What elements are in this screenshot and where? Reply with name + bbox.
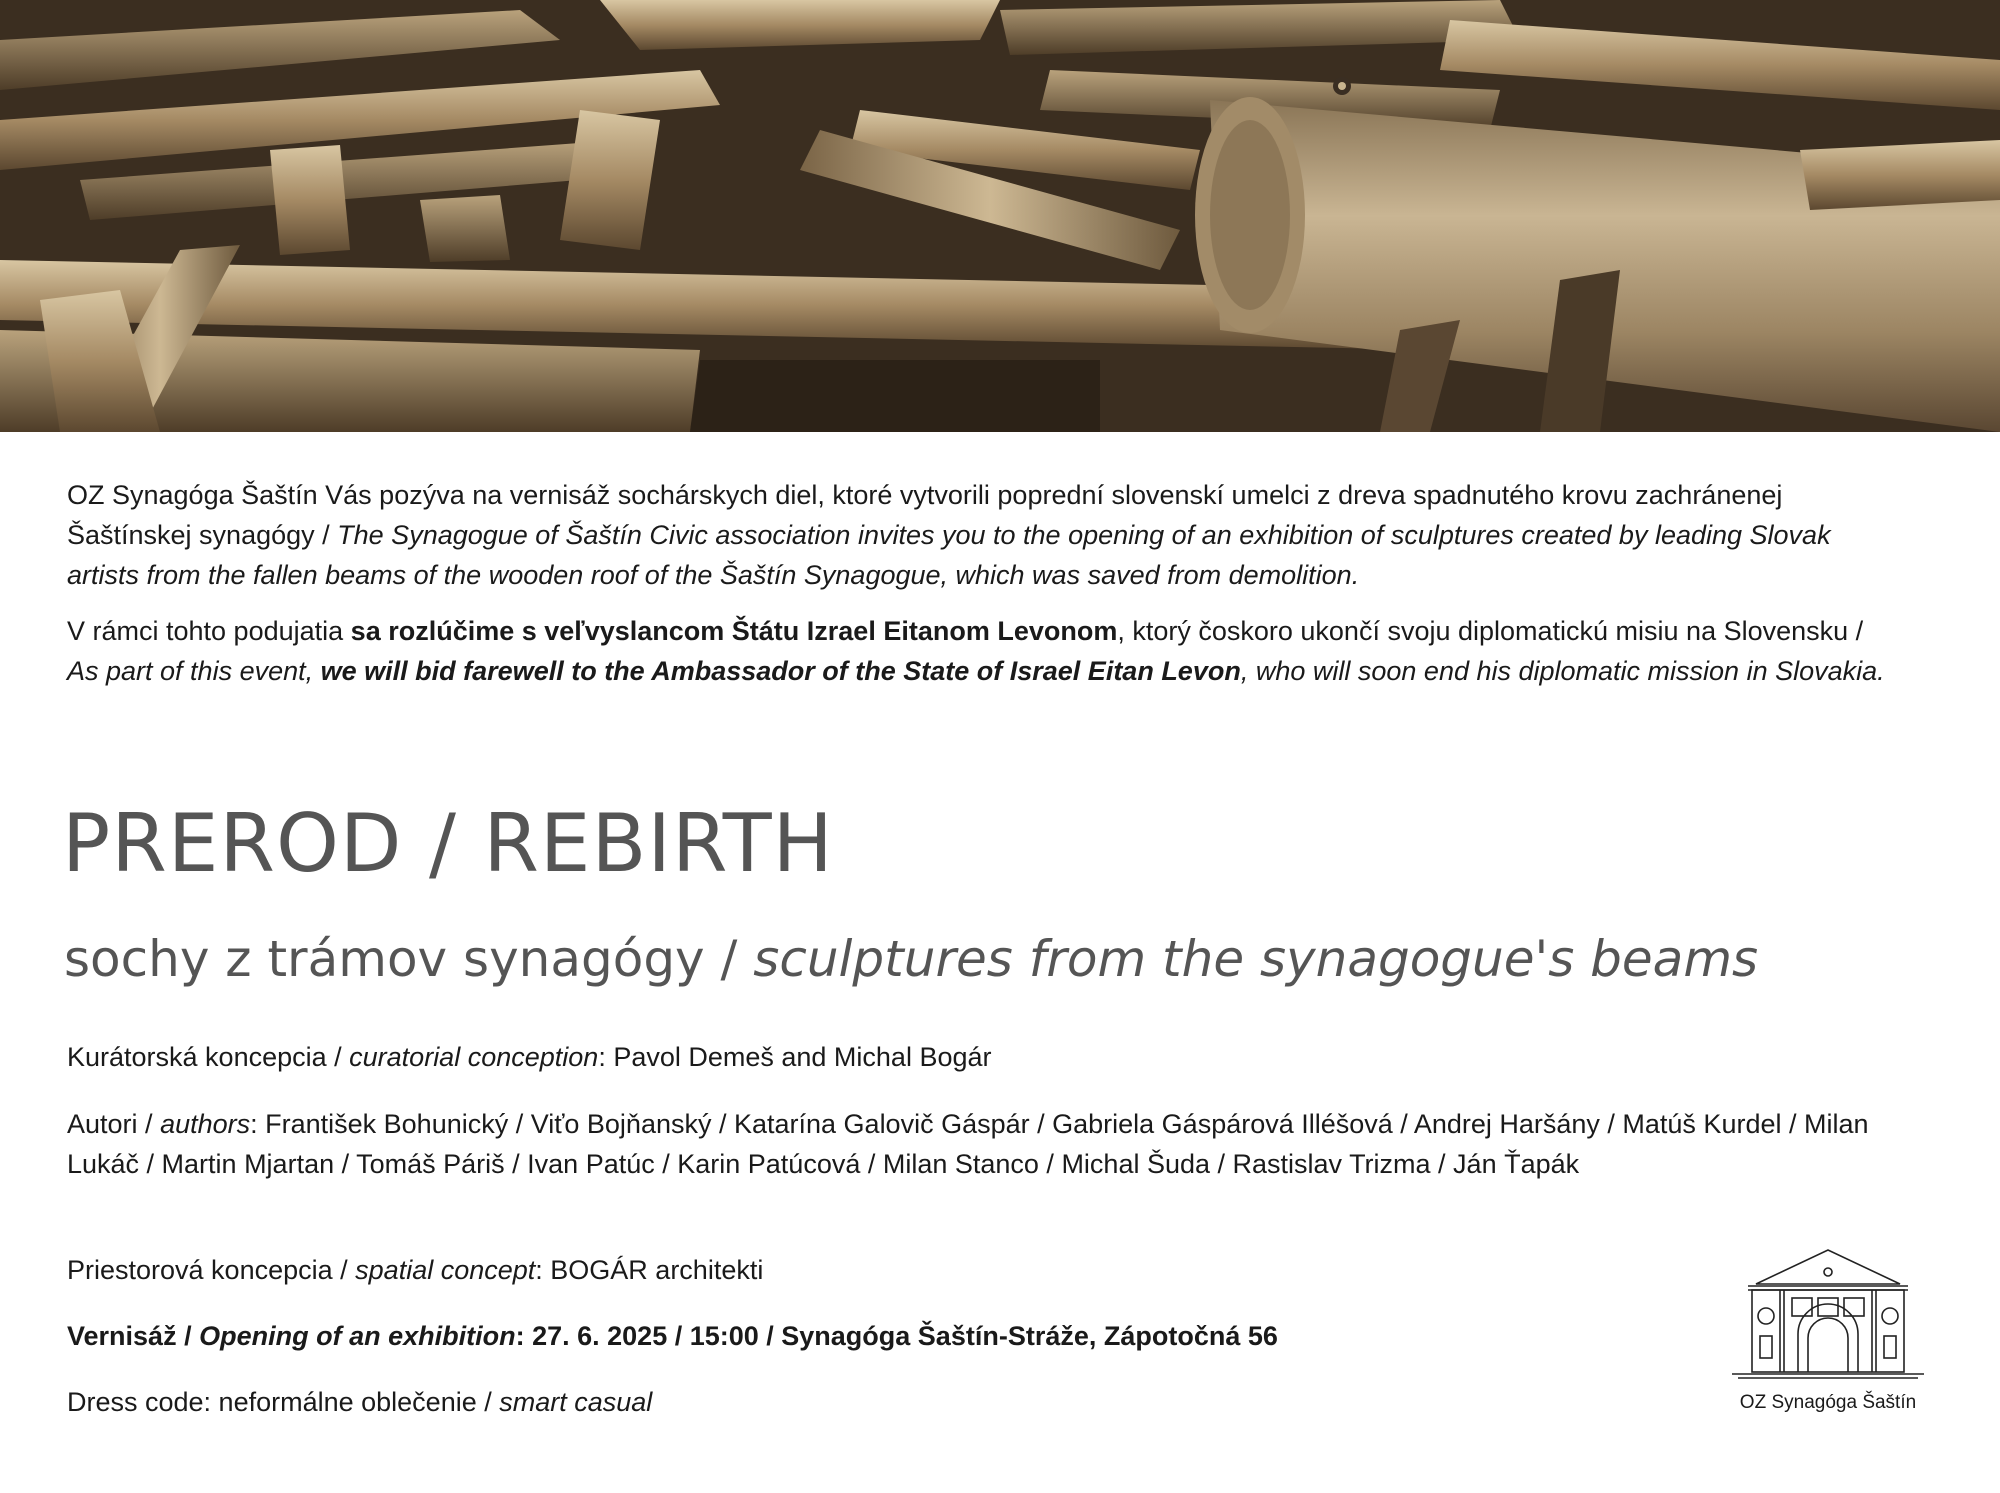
authors-line — [67, 1104, 1947, 1184]
intro-sk: OZ Synagóga Šaštín Vás pozýva na vernisáž sochárskych diel, ktoré vytvorili poprední slovenskí umelci z dreva spadnutého krovu zachránenej Šaštínskej synagógy — [67, 480, 1783, 550]
exhibition-subtitle — [64, 924, 1758, 994]
synagogue-building-icon — [1728, 1246, 1928, 1381]
subtitle-en: sculptures from the synagogue's beams — [753, 930, 1759, 988]
opening-value: : 27. 6. 2025 / 15:00 / Synagóga Šaštín-Stráže, Zápotočná 56 — [515, 1321, 1278, 1351]
subtitle-sk: sochy z trámov synagógy — [64, 930, 705, 988]
opening-sep: / — [176, 1321, 200, 1351]
wooden-beams-photo — [0, 0, 2000, 432]
farewell-en-pre: As part of this event, — [67, 656, 321, 686]
spatial-label-sk: Priestorová koncepcia — [67, 1255, 333, 1285]
dresscode-sep: / — [476, 1387, 500, 1417]
intro-text — [67, 475, 1947, 691]
curatorial-label-sk: Kurátorská koncepcia — [67, 1042, 327, 1072]
authors-value: : František Bohunický / Viťo Bojňanský / Katarína Galovič Gáspár / Gabriela Gáspárová Illéšová / Andrej Haršány / Matúš Kurdel / Milan Lukáč / Martin Mjartan / Tomáš Páriš / Ivan Patúc / Karin Patúcová / Milan Stanco / Michal Šuda / Rastislav Trizma / Ján Ťapák — [67, 1109, 1869, 1179]
logo-caption: OZ Synagóga Šaštín — [1739, 1392, 1917, 1413]
curatorial-label-en: curatorial conception — [349, 1042, 599, 1072]
farewell-en-post: , who will soon end his diplomatic mission in Slovakia. — [1240, 656, 1885, 686]
curatorial-value: : Pavol Demeš and Michal Bogár — [598, 1042, 992, 1072]
farewell-en-bold: we will bid farewell to the Ambassador of the State of Israel Eitan Levon — [320, 656, 1241, 686]
opening-label-sk: Vernisáž — [67, 1321, 177, 1351]
spatial-line — [67, 1250, 763, 1290]
opening-label-en: Opening of an exhibition — [199, 1321, 516, 1351]
authors-sep: / — [137, 1109, 161, 1139]
farewell-sk-post: , ktorý čoskoro ukončí svoju diplomatickú misiu na Slovensku — [1117, 616, 1849, 646]
dresscode-value-en: smart casual — [499, 1387, 653, 1417]
spatial-label-en: spatial concept — [355, 1255, 536, 1285]
spatial-value: : BOGÁR architekti — [535, 1255, 764, 1285]
hero-photo — [0, 0, 2000, 432]
exhibition-title: PREROD / REBIRTH — [62, 797, 834, 890]
intro-paragraph — [67, 475, 1887, 595]
farewell-sk-pre: V rámci tohto podujatia — [67, 616, 351, 646]
curatorial-line — [67, 1037, 992, 1077]
farewell-paragraph — [67, 611, 1887, 691]
opening-line — [67, 1316, 1278, 1356]
farewell-sk-bold: sa rozlúčime s veľvyslancom Štátu Izrael Eitanom Levonom — [350, 616, 1118, 646]
curatorial-sep: / — [326, 1042, 350, 1072]
intro-sep: / — [314, 520, 338, 550]
dresscode-label: Dress code: neformálne oblečenie — [67, 1387, 477, 1417]
subtitle-sep: / — [704, 930, 754, 988]
authors-label-sk: Autori — [67, 1109, 138, 1139]
intro-en: The Synagogue of Šaštín Civic association invites you to the opening of an exhibition of sculptures created by leading Slovak artists from the fallen beams of the wooden roof of the Šaštín Synagogue, which was saved from demolition. — [67, 520, 1831, 590]
farewell-sep: / — [1848, 616, 1864, 646]
spatial-sep: / — [332, 1255, 356, 1285]
authors-label-en: authors — [160, 1109, 251, 1139]
dresscode-line — [67, 1382, 652, 1422]
